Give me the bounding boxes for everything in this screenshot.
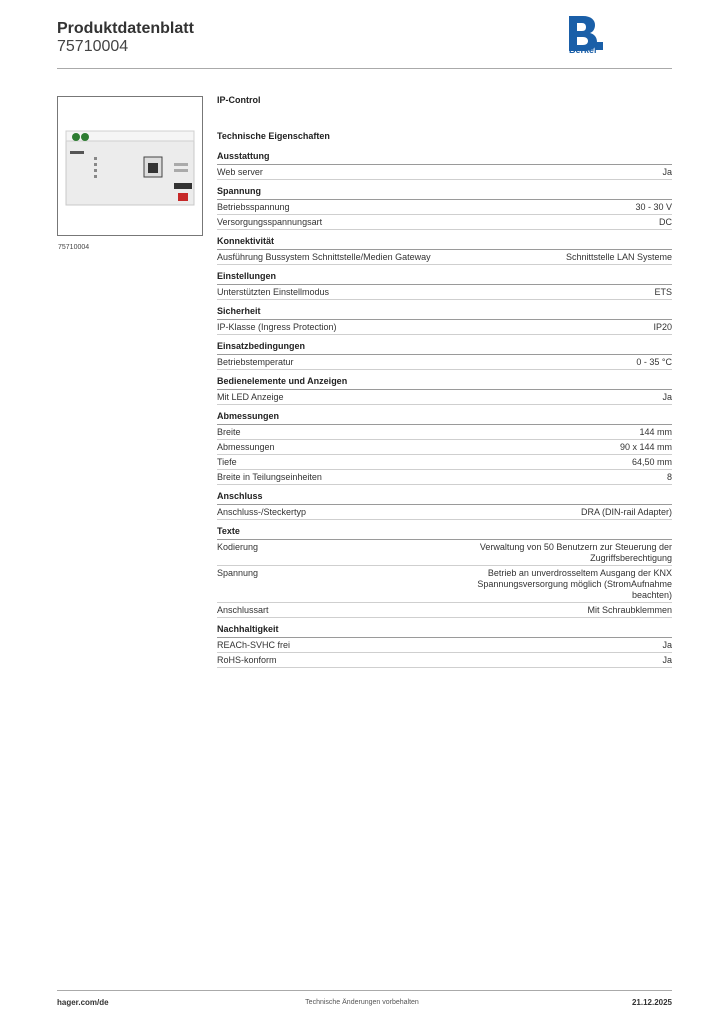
property-row [217,355,672,370]
property-label: Betriebstemperatur [217,357,294,367]
property-label: Ausführung Bussystem Schnittstelle/Medien Gateway [217,252,431,262]
group-sicherheit [217,305,672,335]
property-label: Betriebsspannung [217,202,290,212]
property-label: Spannung [217,568,259,578]
property-label: Tiefe [217,457,237,467]
property-value: 144 mm [639,427,672,437]
property-row [217,425,672,440]
property-row [217,215,672,230]
property-row [217,455,672,470]
property-value: ETS [654,287,672,297]
properties-section [217,95,672,668]
group-heading: Sicherheit [217,305,672,320]
properties-heading: Technische Eigenschaften [217,131,330,141]
property-row [217,566,672,603]
group-anschluss [217,490,672,520]
property-value: DRA (DIN-rail Adapter) [580,507,672,517]
property-label: Breite in Teilungseinheiten [217,472,322,482]
property-label: Anschluss-/Steckertyp [217,507,307,517]
property-row [217,285,672,300]
property-label: Versorgungsspannungsart [217,217,323,227]
footer-date: 21.12.2025 [631,998,672,1007]
property-value: Verwaltung von 50 Benutzern zur Steuerung der Zugriffsberechtigung [479,542,672,563]
property-value: IP20 [653,322,672,332]
group-spannung [217,185,672,230]
footer-divider [57,990,672,991]
property-value: 30 - 30 V [635,202,672,212]
property-label: Abmessungen [217,442,275,452]
group-heading: Einstellungen [217,270,672,285]
header-divider [57,68,672,69]
group-texte [217,525,672,618]
property-row [217,200,672,215]
property-value: 0 - 35 °C [636,357,672,367]
brand-name: Berker [569,45,598,55]
property-row [217,470,672,485]
property-row [217,638,672,653]
property-value: Ja [662,655,672,665]
group-heading: Bedienelemente und Anzeigen [217,375,672,390]
property-label: Kodierung [217,542,259,552]
property-row [217,540,672,566]
group-heading: Ausstattung [217,150,672,165]
group-heading: Konnektivität [217,235,672,250]
group-abmessungen [217,410,672,485]
group-heading: Abmessungen [217,410,672,425]
property-row [217,165,672,180]
property-value: 8 [666,472,672,482]
property-value: 64,50 mm [631,457,672,467]
property-row [217,390,672,405]
property-label: RoHS-konform [217,655,277,665]
property-value: DC [659,217,672,227]
property-value: Ja [662,640,672,650]
group-heading: Nachhaltigkeit [217,623,672,638]
property-row [217,653,672,668]
group-einsatzbedingungen [217,340,672,370]
group-einstellungen [217,270,672,300]
group-heading: Einsatzbedingungen [217,340,672,355]
property-value: Mit Schraubklemmen [587,605,672,615]
group-konnektivitaet [217,235,672,265]
property-value: Schnittstelle LAN Systeme [565,252,672,262]
group-ausstattung [217,150,672,180]
property-label: Unterstützten Einstellmodus [217,287,330,297]
property-row [217,320,672,335]
page-title: Produktdatenblatt [57,20,194,37]
footer-notice: Technische Änderungen vorbehalten [305,999,419,1006]
footer-website: hager.com/de [57,998,109,1007]
property-label: REACh-SVHC frei [217,640,291,650]
product-name: IP-Control [217,95,261,105]
group-nachhaltigkeit [217,623,672,668]
product-image-frame [57,96,203,236]
property-row [217,505,672,520]
group-heading: Spannung [217,185,672,200]
property-value: Betrieb an unverdrosseltem Ausgang der KNX Spannungsversorgung möglich (StromAufnahme beachten) [477,568,672,600]
property-row [217,250,672,265]
property-value: Ja [662,167,672,177]
property-label: Web server [217,167,263,177]
group-heading: Anschluss [217,490,672,505]
property-value: 90 x 144 mm [619,442,672,452]
product-image [58,97,202,235]
product-number: 75710004 [57,38,129,55]
property-row [217,440,672,455]
group-bedienelemente [217,375,672,405]
property-label: Mit LED Anzeige [217,392,284,402]
property-label: IP-Klasse (Ingress Protection) [217,322,337,332]
image-caption: 75710004 [58,244,90,251]
group-heading: Texte [217,525,672,540]
property-label: Anschlussart [217,605,269,615]
property-value: Ja [662,392,672,402]
property-label: Breite [217,427,241,437]
property-row [217,603,672,618]
